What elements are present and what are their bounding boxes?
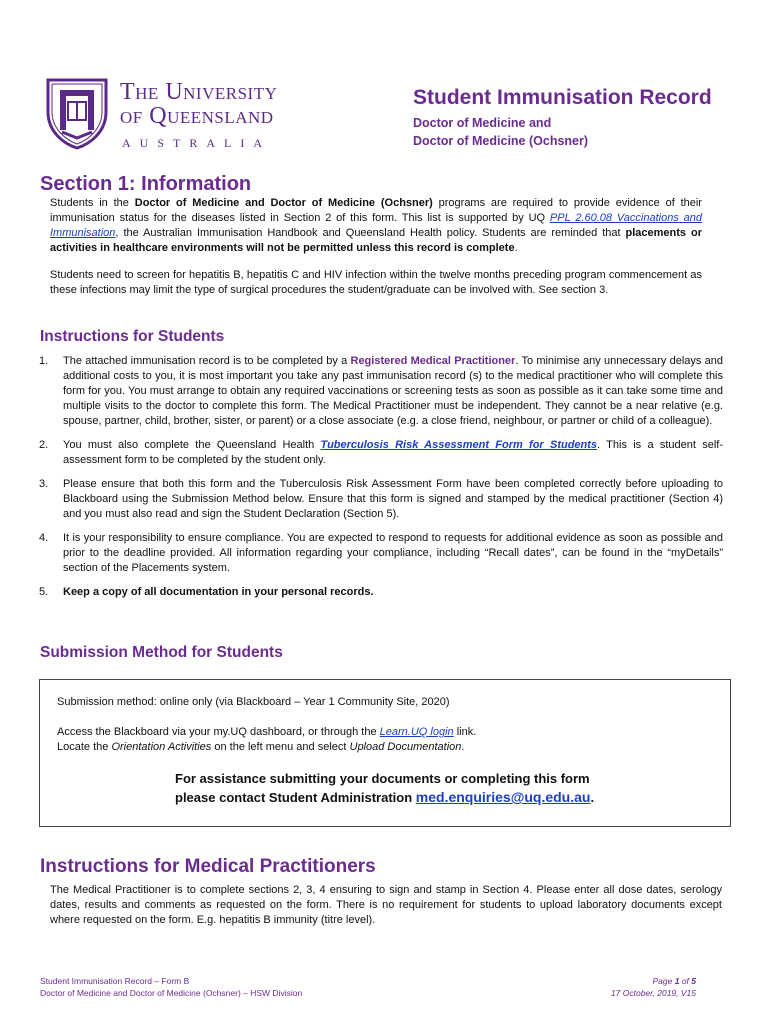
page-of: of: [679, 976, 692, 986]
tb-risk-form-link[interactable]: Tuberculosis Risk Assessment Form for Students: [320, 439, 598, 451]
document-subtitle-1: Doctor of Medicine and: [413, 116, 552, 130]
list-item-number: 3.: [39, 478, 49, 490]
learn-uq-login-link[interactable]: Learn.UQ login: [379, 726, 454, 738]
page-total: 5: [691, 976, 696, 986]
item2-text-a: You must also complete the Queensland Health: [63, 439, 321, 451]
uq-crest-logo: [46, 78, 108, 150]
submission-line-3: [57, 740, 464, 755]
footer-right: [560, 975, 696, 999]
p1-text-a: Students in the: [50, 197, 135, 209]
university-country: AUSTRALIA: [122, 136, 271, 150]
student-instructions-list: [39, 354, 723, 609]
submission-line-2-a: Access the Blackboard via your my.UQ dashboard, or through the: [57, 726, 380, 738]
p1-text-d: , the Australian Immunisation Handbook and Queensland Health policy. Students are reminded that: [115, 227, 626, 239]
item5-text: Keep a copy of all documentation in your personal records.: [63, 586, 374, 598]
section-1-paragraph-1: [50, 196, 702, 256]
document-subtitle-2: Doctor of Medicine (Ochsner): [413, 134, 589, 148]
section-1-heading: Section 1: Information: [40, 173, 252, 195]
submission-method-heading: Submission Method for Students: [40, 644, 283, 661]
submission-line-2-b: link.: [453, 726, 477, 738]
assistance-line-2-text: please contact Student Administration: [175, 790, 416, 805]
page-number: [560, 975, 696, 987]
enquiries-email-link[interactable]: med.enquiries@uq.edu.au: [415, 789, 591, 805]
p1-program-names: Doctor of Medicine and Doctor of Medicine (Ochsner): [134, 197, 433, 209]
ppl-policy-link[interactable]: PPL 2.60.08 Vaccinations and Immunisation: [50, 212, 702, 239]
item2-text-b: . This is a student self-assessment form to be completed by the student only.: [63, 439, 723, 466]
item3-text: Please ensure that both this form and the Tuberculosis Risk Assessment Form have been completed correctly before uploading to Blackboard using the Submission Method below. Ensure that this form is signed and stamped by the medical practitioner (Section 4) and you must also read and sign the Student Declaration (Section 5).: [63, 478, 723, 520]
list-item-number: 1.: [39, 355, 49, 367]
submission-box: [39, 679, 731, 827]
footer-left: [40, 975, 302, 999]
list-item: [39, 354, 723, 429]
assistance-line-1: For assistance submitting your documents or completing this form: [175, 771, 590, 786]
submission-line-2: [57, 725, 476, 740]
university-name: [120, 80, 277, 128]
registered-practitioner-emphasis: Registered Medical Practitioner: [350, 355, 516, 367]
list-item-number: 4.: [39, 532, 49, 544]
page-current: 1: [674, 976, 680, 986]
university-name-line2: of Queensland: [120, 103, 274, 129]
submission-line-3-c: .: [461, 741, 465, 753]
page-label: Page: [652, 976, 675, 986]
item4-text: It is your responsibility to ensure compliance. You are expected to respond to requests for additional evidence as soon as possible and prior to the deadline provided. All information regarding your compliance, including “Recall dates”, can be found in the “myDetails” section of the Placements system.: [63, 532, 723, 574]
list-item-number: 5.: [39, 586, 49, 598]
list-item: [39, 438, 723, 468]
section-1-paragraph-2: Students need to screen for hepatitis B, hepatitis C and HIV infection within the twelve months preceding program commencement as these infections may limit the type of surgical procedures the student/graduate can be involved with. See section 3.: [50, 269, 702, 296]
p1-placement-warning: placements or activities in healthcare environments will not be permitted unless this record is complete: [50, 227, 702, 254]
footer-date-version: 17 October, 2019, V15: [610, 988, 696, 998]
document-title: Student Immunisation Record: [413, 86, 712, 109]
list-item-number: 2.: [39, 439, 49, 451]
list-item: [39, 585, 723, 600]
orientation-activities-text: Orientation Activities: [111, 741, 212, 753]
assistance-line-2-end: .: [590, 790, 595, 805]
instructions-students-heading: Instructions for Students: [40, 328, 225, 345]
submission-line-3-b: on the left menu and select: [211, 741, 350, 753]
practitioners-paragraph: The Medical Practitioner is to complete sections 2, 3, 4 ensuring to sign and stamp in Section 4. Please enter all dose dates, serology dates, results and comments as requested on the form. There is no requirement for students to upload laboratory documents except where requested on the form. E.g. hepatitis B immunity (titre level).: [50, 884, 722, 926]
list-item: [39, 531, 723, 576]
submission-line-1: Submission method: online only (via Blackboard – Year 1 Community Site, 2020): [57, 696, 450, 708]
footer-division: Doctor of Medicine and Doctor of Medicine (Ochsner) – HSW Division: [40, 988, 303, 998]
item1-text-a: The attached immunisation record is to be completed by a: [63, 355, 351, 367]
submission-line-3-a: Locate the: [57, 741, 112, 753]
p1-text-f: .: [514, 242, 518, 254]
practitioners-heading: Instructions for Medical Practitioners: [40, 856, 376, 877]
item1-text-b: . To minimise any unnecessary delays and additional costs to you, it is most important you take any past immunisation record (s) to the medical practitioner who will complete this form for you. You must arrange to obtain any required vaccinations or screening tests as soon as possible as it can take some time and multiple visits to the doctor to complete this form. The Medical Practitioner must be independent. They cannot be a near relative (e.g. spouse, partner, child, brother, sister, or parent) or a close associate (e.g. a close friend, neighbour, or partner or child of a colleague).: [63, 355, 723, 427]
p1-text-c: programs are required to provide evidence of their immunisation status for the diseases listed in Section 2 of this form. This list is supported by UQ: [50, 197, 702, 224]
assistance-line-2: [175, 788, 594, 807]
list-item: [39, 477, 723, 522]
university-name-line1: The University: [120, 79, 278, 105]
upload-documentation-text: Upload Documentation: [349, 741, 462, 753]
footer-form-name: Student Immunisation Record – Form B: [40, 976, 190, 986]
